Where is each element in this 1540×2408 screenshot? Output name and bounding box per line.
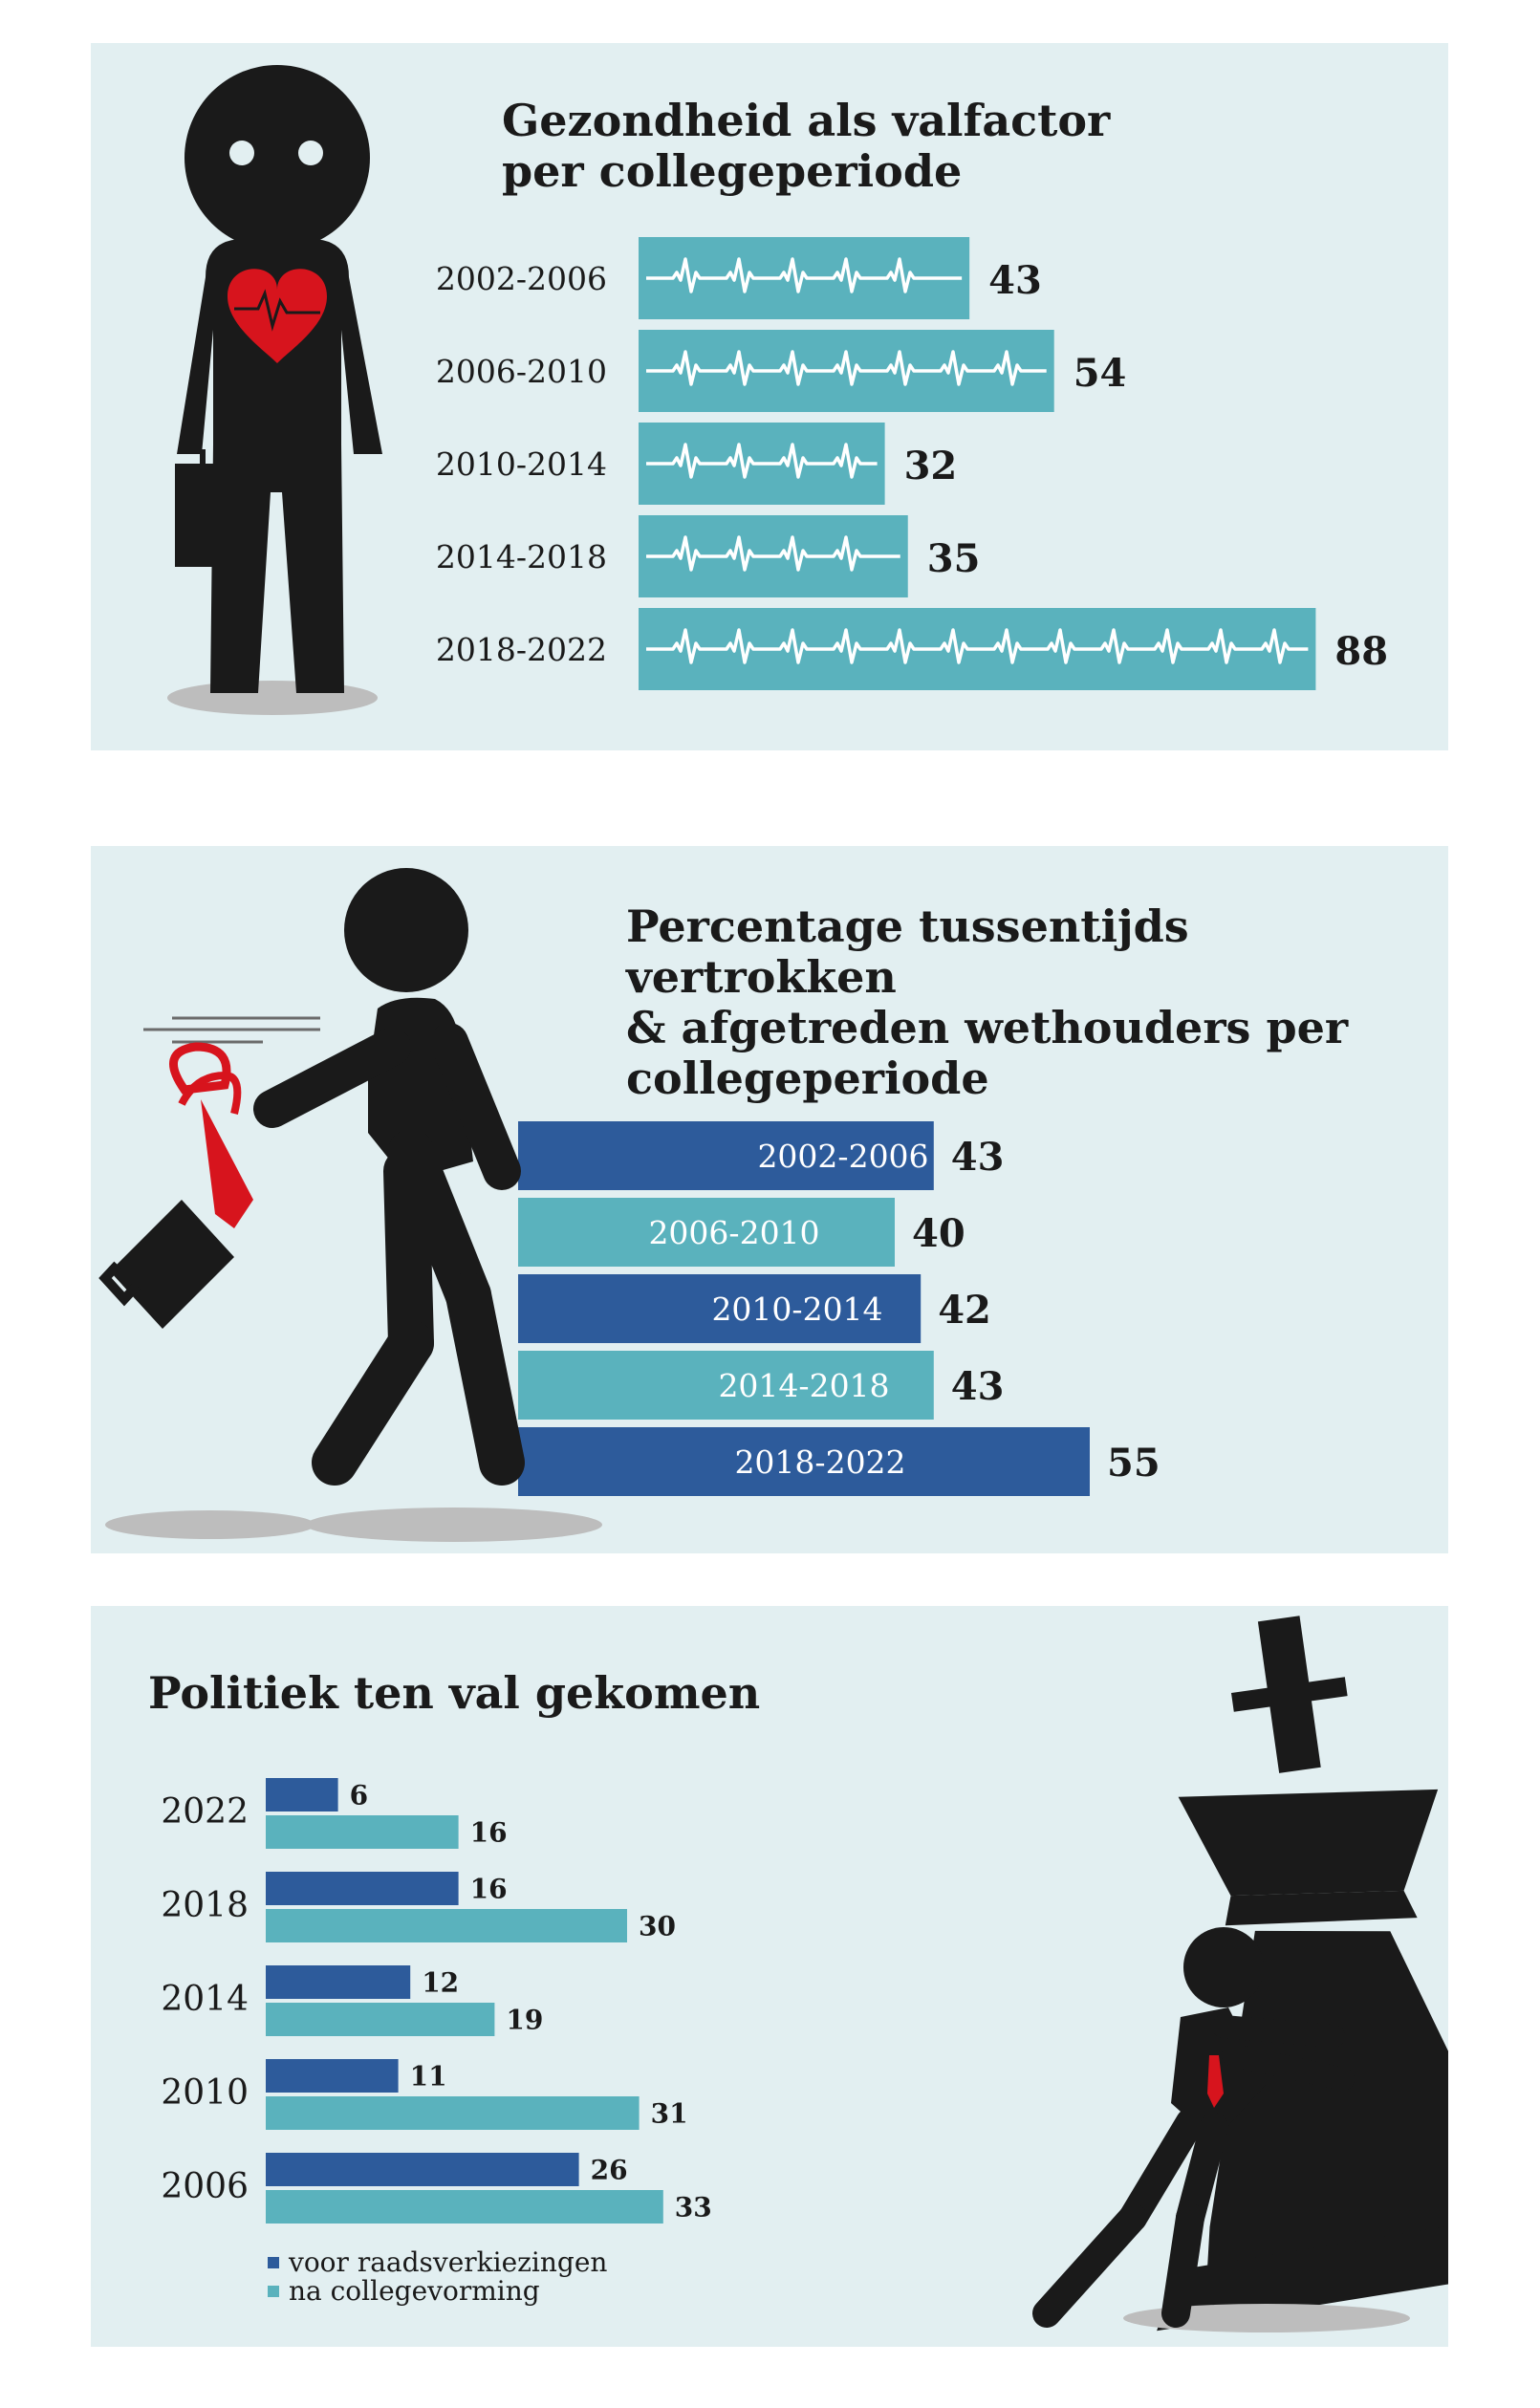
head xyxy=(1183,1927,1264,2007)
departures-category-label: 2002-2006 xyxy=(757,1138,929,1175)
fallen-value-label: 26 xyxy=(590,2154,628,2186)
health-chart-panel xyxy=(91,43,1448,750)
health-value-label: 43 xyxy=(988,258,1042,303)
fallen-value-label: 16 xyxy=(469,1873,508,1905)
departures-value-label: 55 xyxy=(1107,1441,1160,1486)
departures-bar-labels xyxy=(91,846,1448,1553)
health-category-label: 2014-2018 xyxy=(435,538,607,575)
leg-front-lower xyxy=(1176,2218,1190,2313)
health-title-line-2: per collegeperiode xyxy=(502,145,963,197)
fallen-value-label: 31 xyxy=(650,2097,688,2130)
departures-category-label: 2018-2022 xyxy=(734,1443,906,1481)
fallen-value-label: 16 xyxy=(469,1816,508,1849)
departures-value-label: 42 xyxy=(938,1288,991,1333)
departures-category-label: 2010-2014 xyxy=(711,1291,883,1328)
fallen-category-label: 2006 xyxy=(161,2167,249,2206)
fallen-category-label: 2014 xyxy=(161,1980,249,2019)
departures-category-label: 2006-2010 xyxy=(648,1214,820,1251)
legend-item-voor xyxy=(268,2246,607,2278)
man-pushing-chess-king-icon xyxy=(91,1606,1448,2347)
health-value-label: 32 xyxy=(903,444,958,488)
legend-label-voor: voor raadsverkiezingen xyxy=(289,2246,608,2278)
departures-category-label: 2014-2018 xyxy=(718,1367,890,1404)
departures-value-label: 40 xyxy=(912,1211,965,1256)
fallen-category-label: 2010 xyxy=(161,2073,249,2113)
arm-upper xyxy=(1224,2027,1334,2036)
health-category-label: 2010-2014 xyxy=(435,445,607,483)
departures-title-line-2: & afgetreden wethouders per xyxy=(626,1002,1349,1053)
legend-label-na: na collegevorming xyxy=(289,2275,540,2307)
health-value-label: 88 xyxy=(1334,629,1389,674)
health-bar-chart xyxy=(91,43,1448,750)
fallen-value-label: 12 xyxy=(422,1966,460,1999)
departures-title-line-3: collegeperiode xyxy=(626,1052,989,1104)
health-category-label: 2006-2010 xyxy=(435,353,607,390)
fallen-chart-panel xyxy=(91,1606,1448,2347)
fallen-chart-title: Politiek ten val gekomen xyxy=(148,1667,761,1719)
legend-swatch-navy xyxy=(268,2257,279,2268)
fallen-value-label: 11 xyxy=(409,2060,447,2093)
fallen-value-label: 30 xyxy=(639,1910,676,1942)
fallen-value-label: 33 xyxy=(674,2191,712,2224)
departures-chart-panel xyxy=(91,846,1448,1553)
legend-item-na xyxy=(268,2275,540,2307)
health-title-line-1: Gezondheid als valfactor xyxy=(502,95,1111,146)
departures-value-label: 43 xyxy=(950,1135,1005,1180)
health-category-label: 2002-2006 xyxy=(435,260,607,297)
departures-title-line-1: Percentage tussentijds vertrokken xyxy=(626,900,1189,1003)
fallen-category-label: 2022 xyxy=(161,1792,249,1832)
fallen-value-label: 19 xyxy=(506,2004,544,2036)
departures-value-label: 43 xyxy=(950,1364,1005,1409)
legend-swatch-teal xyxy=(268,2286,279,2297)
leg-back-lower xyxy=(1047,2218,1133,2313)
health-value-label: 35 xyxy=(926,536,981,581)
health-value-label: 54 xyxy=(1073,351,1127,396)
health-category-label: 2018-2022 xyxy=(435,631,607,668)
fallen-category-label: 2018 xyxy=(161,1886,249,1925)
fallen-value-label: 6 xyxy=(349,1779,369,1811)
